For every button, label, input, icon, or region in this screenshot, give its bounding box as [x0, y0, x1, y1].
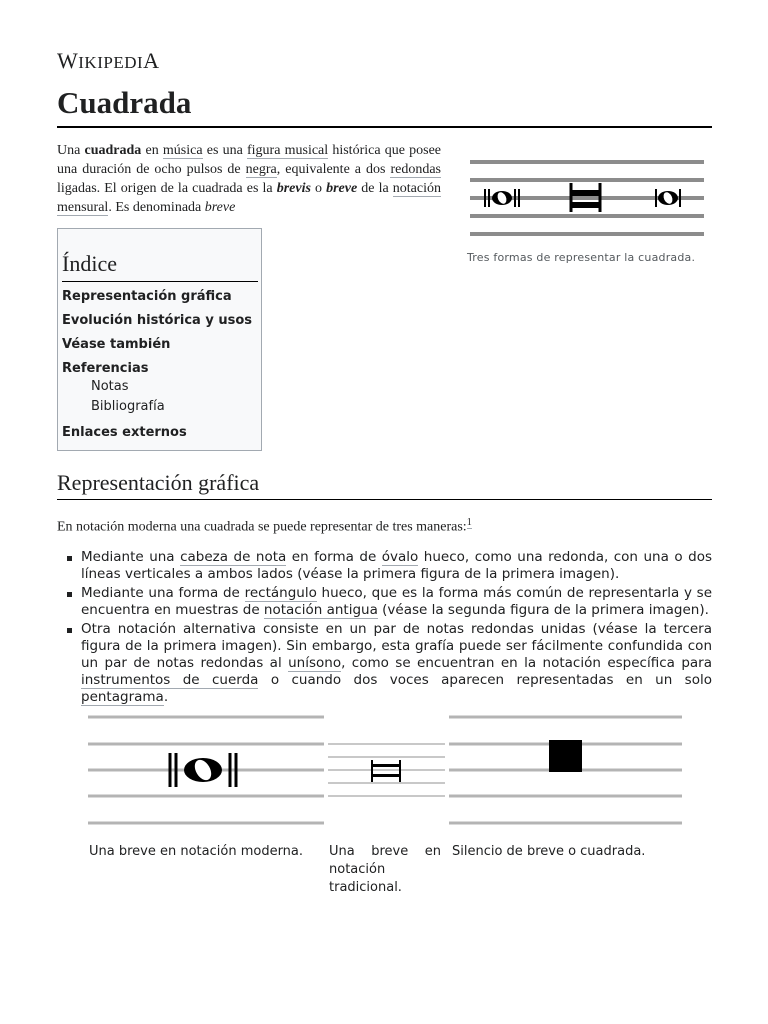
- table-of-contents: [57, 228, 262, 451]
- toc-item-enlaces[interactable]: Enlaces externos: [62, 425, 187, 440]
- gallery-caption-3: Silencio de breve o cuadrada.: [452, 844, 646, 859]
- term-breve-italic: breve: [204, 200, 236, 215]
- link-negra[interactable]: negra: [245, 162, 277, 177]
- toc-title: Índice: [62, 251, 117, 276]
- bullet-list: [81, 549, 712, 708]
- intro-paragraph: Una cuadrada en música es una figura musical histórica que posee una duración de ocho pulsos de negra, equivalente a dos redondas ligadas. El origen de la cuadrada es la brevis o breve de la notación mensural. Es denominada breve: [57, 143, 442, 215]
- toc-item-vease[interactable]: Véase también: [62, 337, 171, 352]
- gallery-caption-1: Una breve en notación moderna.: [89, 844, 304, 859]
- section-heading: Representación gráfica: [57, 470, 260, 495]
- section-divider: [57, 499, 712, 500]
- toc-item-evolucion[interactable]: Evolución histórica y usos: [62, 313, 252, 328]
- title-divider: [57, 126, 712, 128]
- gallery-image-traditional-breve[interactable]: [327, 740, 447, 800]
- link-notacion-mensural[interactable]: notación mensural: [57, 181, 441, 215]
- link-musica[interactable]: música: [162, 143, 203, 158]
- double-whole-icon: [656, 189, 680, 207]
- reference-link[interactable]: 1: [466, 517, 472, 528]
- toc-item-representacion[interactable]: Representación gráfica: [62, 289, 232, 304]
- link-instrumentos-de-cuerda[interactable]: instrumentos de cuerda: [81, 672, 259, 688]
- toc-item-referencias[interactable]: Referencias: [62, 361, 149, 376]
- section-intro: En notación moderna una cuadrada se puede representar de tres maneras:$^1$: [57, 517, 472, 535]
- wordmark-letter: A: [143, 48, 160, 73]
- gallery-caption-2: Una breve en notación tradicional.: [329, 844, 441, 895]
- toc-subitem-bibliografia[interactable]: Bibliografía: [91, 399, 165, 414]
- link-unisono[interactable]: unísono: [288, 655, 342, 671]
- bold-term: cuadrada: [84, 143, 142, 158]
- figure-caption: Tres formas de representar la cuadrada.: [467, 251, 696, 264]
- wordmark-letter: W: [57, 48, 79, 73]
- term-breve: breve: [326, 181, 358, 196]
- link-notacion-antigua[interactable]: notación antigua: [263, 602, 378, 618]
- list-item: Otra notación alternativa consiste en un par de notas redondas unidas (véase la tercera figura de la primera imagen). Sin embargo, esta grafía puede ser fácilmente confundida con un par de notas redondas al unísono, como se encuentran en la notación específica para instrumentos de cuerda o cuando dos voces aparecen representadas en un solo pentagrama.: [81, 621, 712, 705]
- link-cabeza-de-nota[interactable]: cabeza de nota: [180, 549, 287, 565]
- link-pentagrama[interactable]: pentagrama: [81, 689, 164, 705]
- link-redondas[interactable]: redondas: [390, 162, 442, 177]
- term-brevis: brevis: [276, 181, 311, 196]
- toc-subitem-notas[interactable]: Notas: [91, 379, 129, 394]
- list-item: Mediante una cabeza de nota en forma de óvalo hueco, como una redonda, con una o dos líneas verticales a ambos lados (véase la primera figura de la primera imagen).: [81, 549, 712, 582]
- gallery-image-breve-rest[interactable]: [447, 712, 685, 828]
- link-ovalo[interactable]: óvalo: [381, 549, 419, 565]
- breve-rest-icon: [549, 740, 582, 772]
- list-item: Mediante una forma de rectángulo hueco, que es la forma más común de representarla y se encuentra en muestras de notación antigua (véase la segunda figura de la primera imagen).: [81, 585, 713, 618]
- link-figura-musical[interactable]: figura musical: [247, 143, 329, 158]
- gallery-image-modern-breve[interactable]: [86, 712, 326, 828]
- page-title: Cuadrada: [57, 85, 192, 120]
- figure-three-forms[interactable]: [466, 150, 710, 242]
- wordmark-letters: IKIPEDI: [78, 53, 144, 72]
- wikipedia-wordmark[interactable]: [57, 48, 160, 74]
- link-rectangulo[interactable]: rectángulo: [244, 585, 317, 601]
- toc-divider: [62, 281, 258, 282]
